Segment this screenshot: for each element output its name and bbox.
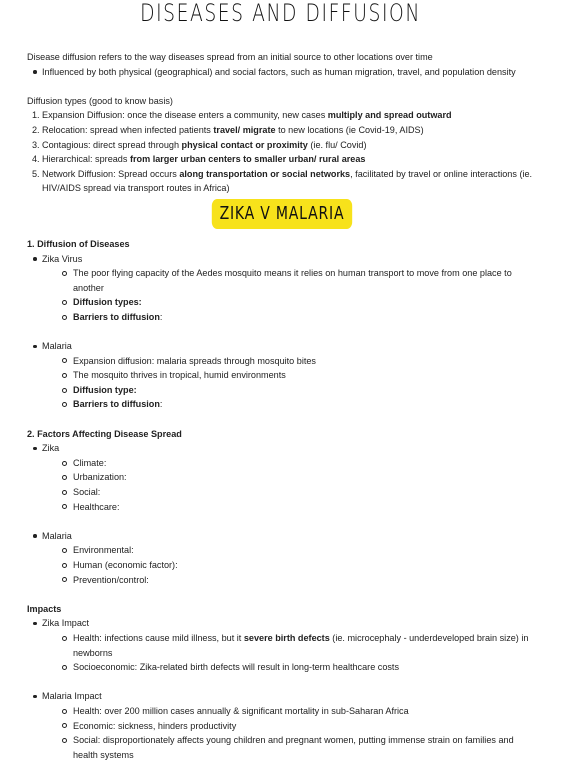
sub-item: Healthcare: [42,500,537,515]
section1-malaria-list [27,339,537,412]
section2-malaria-list [27,529,537,587]
zika-virus-item: Zika Virus The poor flying capacity of the Aedes mosquito means it relies on human transport to move from one place to another Diffusion types: Barriers to diffusion: [27,252,537,325]
section1-list [27,252,537,325]
diffusion-type-item: 1. Expansion Diffusion: once the disease enters a community, new cases multiply and spread outward [32,110,452,121]
zika-impact-item: Zika Impact Health: infections cause mild illness, but it severe birth defects (ie. microcephaly - underdeveloped brain size) in newborns Socioeconomic: Zika-related birth defects will result in long-term healthcare costs [27,616,537,674]
sub-item: Barriers to diffusion: [42,310,537,325]
page-title: DISEASES AND DIFFUSION [140,0,421,27]
intro-list [27,65,537,80]
impacts-zika-list [27,616,537,674]
diffusion-type-item: 3. Contagious: direct spread through physical contact or proximity (ie. flu/ Covid) [32,139,367,150]
section2-zika-list [27,441,537,514]
zika-v-malaria-badge: ZIKA V MALARIA [212,199,352,229]
malaria-item: Malaria Expansion diffusion: malaria spreads through mosquito bites The mosquito thrives in tropical, humid environments Diffusion type: Barriers to diffusion: [27,339,537,412]
sub-item: Environmental: [42,543,537,558]
sub-item: Health: infections cause mild illness, but it severe birth defects (ie. microcephaly - underdeveloped brain size) in newborns [42,631,537,660]
malaria-impact-item: Malaria Impact Health: over 200 million cases annually & significant mortality in sub-Saharan Africa Economic: sickness, hinders productivity Social: disproportionately affects young children and pregnant women, putting immense strain on families and health systems [27,689,537,762]
sub-item: Climate: [42,456,537,471]
intro-text: Disease diffusion refers to the way diseases spread from an initial source to other locations over time [27,52,433,62]
sub-item: Diffusion type: [42,383,537,398]
impacts-heading: Impacts [27,603,62,614]
sub-item: Diffusion types: [42,295,537,310]
sub-item: The mosquito thrives in tropical, humid environments [42,368,537,383]
diffusion-types-list [27,108,537,196]
sub-item: Human (economic factor): [42,558,537,573]
sub-item: Urbanization: [42,470,537,485]
sub-item: Barriers to diffusion: [42,397,537,412]
malaria-item: Malaria Environmental: Human (economic factor): Prevention/control: [27,529,537,587]
sub-item: Prevention/control: [42,573,537,588]
document-content [27,50,537,762]
sub-item: Expansion diffusion: malaria spreads through mosquito bites [42,354,537,369]
sub-item: Social: disproportionately affects young children and pregnant women, putting immense strain on families and health systems [42,733,537,762]
diffusion-types-heading: Diffusion types (good to know basis) [27,95,173,106]
sub-item: Socioeconomic: Zika-related birth defects will result in long-term healthcare costs [42,660,537,675]
sub-item: Health: over 200 million cases annually & significant mortality in sub-Saharan Africa [42,704,537,719]
sub-item: Economic: sickness, hinders productivity [42,719,537,734]
zika-item: Zika Climate: Urbanization: Social: Healthcare: [27,441,537,514]
diffusion-type-item: 5. Network Diffusion: Spread occurs along transportation or social networks, facilitated by travel or online interactions (ie. HIV/AIDS spread via transport routes in Africa) [32,168,533,194]
sub-item: The poor flying capacity of the Aedes mosquito means it relies on human transport to move from one place to another [42,266,537,295]
diffusion-type-item: 2. Relocation: spread when infected patients travel/ migrate to new locations (ie Covid-19, AIDS) [32,124,424,135]
diffusion-type-item: 4. Hierarchical: spreads from larger urban centers to smaller urban/ rural areas [32,154,366,165]
sub-item: Social: [42,485,537,500]
section1-heading: 1. Diffusion of Diseases [27,238,130,249]
badge-container [27,199,537,233]
section2-heading: 2. Factors Affecting Disease Spread [27,428,182,439]
intro-bullet: Influenced by both physical (geographical) and social factors, such as human migration, travel, and population density [27,65,537,80]
